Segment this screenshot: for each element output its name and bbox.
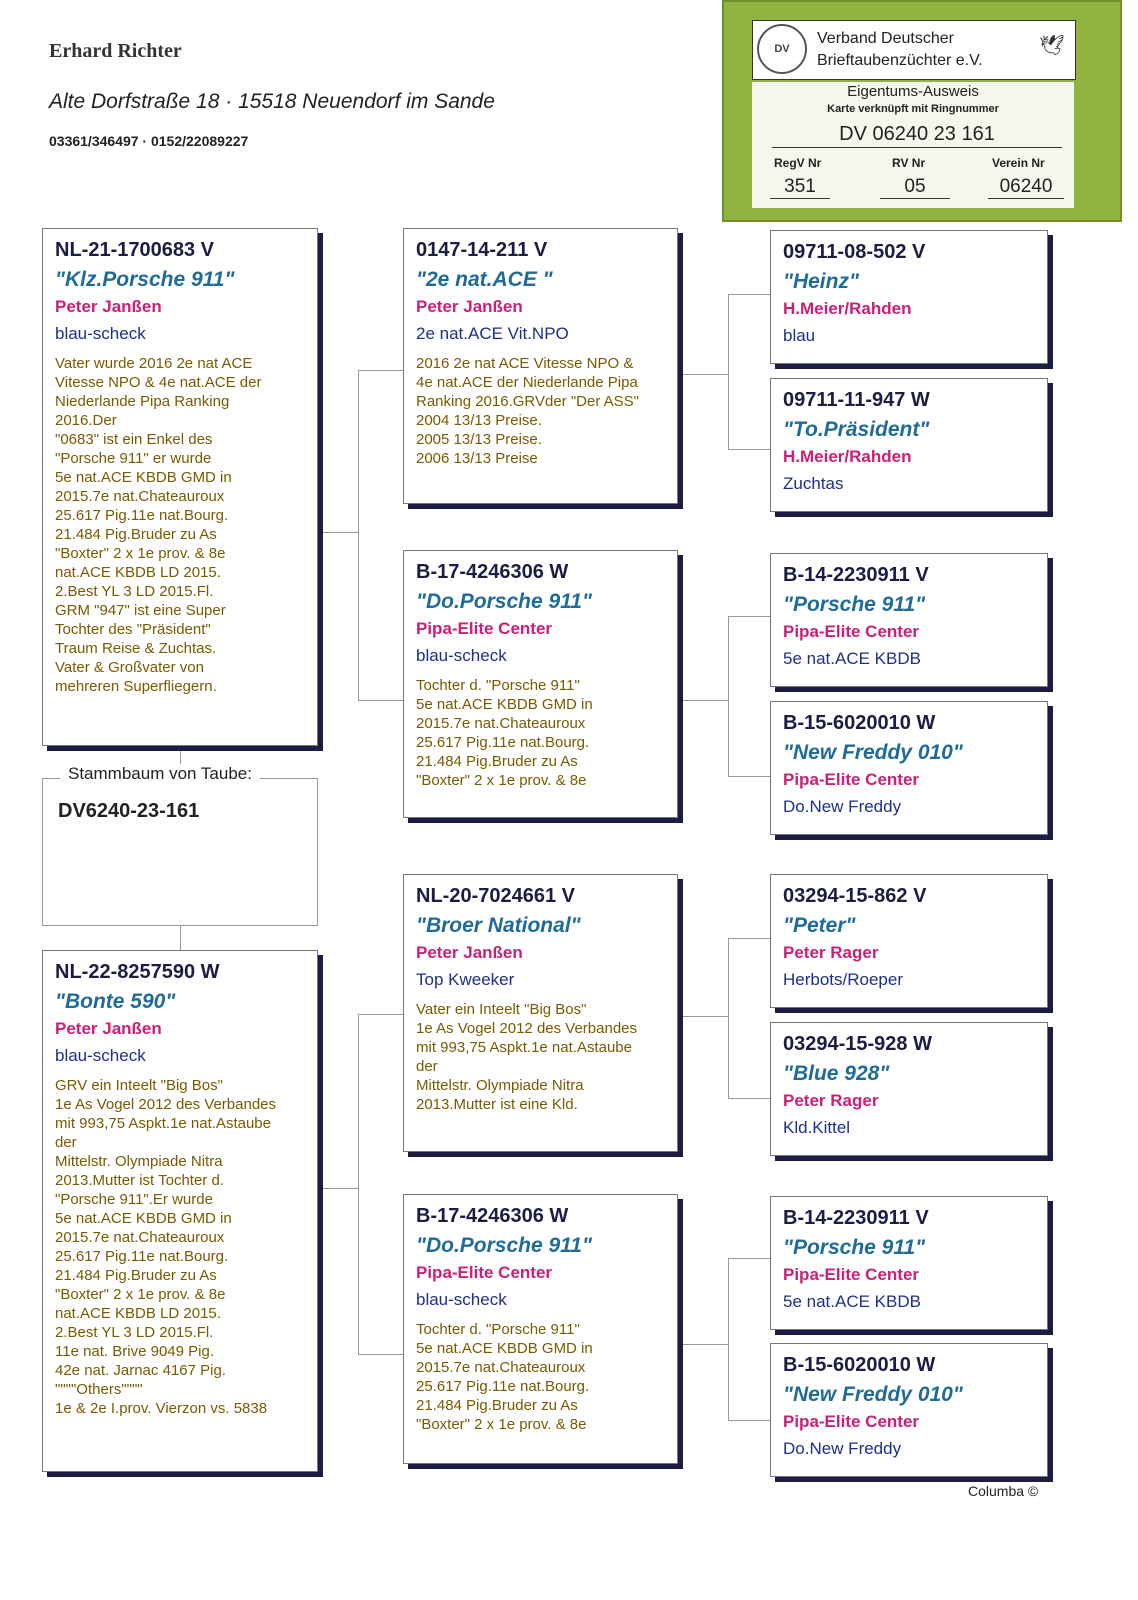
bird-breeder: H.Meier/Rahden [783, 299, 912, 318]
card-subtitle: Karte verknüpft mit Ringnummer [827, 103, 999, 115]
bird-name: "Porsche 911" [783, 1236, 926, 1259]
bird-card-fm [403, 550, 678, 818]
bird-ring: 09711-08-502 V [783, 241, 926, 263]
bird-notes: GRV ein Inteelt "Big Bos" 1e As Vogel 2012 des Verbandes mit 993,75 Aspkt.1e nat.Astaube der Mittelstr. Olympiade Nitra 2013.Mutter ist Tochter d. "Porsche 911".Er wurde 5e nat.ACE KBDB GMD in 2015.7e nat.Chateauroux 25.617 Pig.11e nat.Bourg. 21.484 Pig.Bruder zu As "Boxter" 2 x 1e prov. & 8e nat.ACE KBDB LD 2015. 2.Best YL 3 LD 2015.Fl. 11e nat. Brive 9049 Pig. 42e nat. Jarnac 4167 Pig. """"Others"""" 1e & 2e I.prov. Vierzon vs. 5838 [55, 1077, 277, 1417]
bird-color: Herbots/Roeper [783, 970, 904, 989]
card-value-rv: 05 [880, 176, 950, 199]
bird-name: "Do.Porsche 911" [416, 1234, 592, 1257]
card-body [752, 82, 1074, 208]
bird-name: "Porsche 911" [783, 593, 926, 616]
card-ring-number: DV 06240 23 161 [772, 123, 1062, 148]
card-org-line2: Brieftaubenzüchter e.V. [817, 52, 983, 69]
bird-name: "New Freddy 010" [783, 1383, 963, 1406]
card-label-regv: RegV Nr [774, 156, 822, 170]
bird-card-mm [403, 1194, 678, 1464]
footer-credit: Columba © [968, 1483, 1039, 1499]
bird-notes: Tochter d. "Porsche 911" 5e nat.ACE KBDB GMD in 2015.7e nat.Chateauroux 25.617 Pig.11e nat.Bourg. 21.484 Pig.Bruder zu As "Boxter" 2 x 1e prov. & 8e [416, 677, 593, 789]
bird-name: "New Freddy 010" [783, 741, 963, 764]
bird-ring: B-17-4246306 W [416, 1205, 569, 1227]
stammbaum-label: Stammbaum von Taube: [60, 764, 260, 784]
bird-color: blau-scheck [416, 646, 507, 665]
bird-name: "Peter" [783, 914, 856, 937]
bird-ring: 0147-14-211 V [416, 239, 548, 261]
bird-breeder: Pipa-Elite Center [783, 1265, 920, 1284]
bird-card-fmf [770, 553, 1048, 687]
bird-card-fff [770, 230, 1048, 364]
bird-ring: 09711-11-947 W [783, 389, 930, 411]
stammbaum-value: DV6240-23-161 [58, 800, 200, 822]
bird-name: "Klz.Porsche 911" [55, 268, 235, 291]
bird-breeder: Peter Janßen [416, 943, 523, 962]
bird-breeder: Pipa-Elite Center [783, 1412, 920, 1431]
bird-card-mf [403, 874, 678, 1152]
bird-name: "Bonte 590" [55, 990, 176, 1013]
bird-name: "Heinz" [783, 270, 859, 293]
bird-notes: Tochter d. "Porsche 911" 5e nat.ACE KBDB GMD in 2015.7e nat.Chateauroux 25.617 Pig.11e nat.Bourg. 21.484 Pig.Bruder zu As "Boxter" 2 x 1e prov. & 8e [416, 1321, 593, 1433]
owner-phone: 03361/346497 · 0152/22089227 [49, 133, 249, 149]
bird-name: "Blue 928" [783, 1062, 890, 1085]
bird-breeder: Peter Janßen [416, 297, 523, 316]
bird-card-mother [42, 950, 318, 1472]
bird-color: 5e nat.ACE KBDB [783, 649, 921, 668]
bird-card-mff [770, 874, 1048, 1008]
bird-card-mmm [770, 1343, 1048, 1477]
dv-seal-icon: DV [757, 24, 807, 74]
bird-name: "Broer National" [416, 914, 581, 937]
bird-notes: 2016 2e nat ACE Vitesse NPO & 4e nat.ACE der Niederlande Pipa Ranking 2016.GRVder "Der ASS" 2004 13/13 Preise. 2005 13/13 Preise. 2006 13/13 Preise [416, 355, 639, 467]
bird-breeder: Pipa-Elite Center [416, 1263, 553, 1282]
bird-notes: Vater ein Inteelt "Big Bos" 1e As Vogel 2012 des Verbandes mit 993,75 Aspkt.1e nat.Astaube der Mittelstr. Olympiade Nitra 2013.Mutter ist eine Kld. [416, 1001, 638, 1113]
bird-color: blau-scheck [416, 1290, 507, 1309]
bird-breeder: Peter Janßen [55, 297, 162, 316]
owner-name: Erhard Richter [49, 40, 182, 62]
bird-ring: NL-20-7024661 V [416, 885, 575, 907]
card-org-line1: Verband Deutscher [817, 30, 954, 47]
card-title: Eigentums-Ausweis [847, 83, 979, 100]
bird-card-ffm [770, 378, 1048, 512]
bird-color: Kld.Kittel [783, 1118, 851, 1137]
ownership-card [722, 0, 1122, 222]
bird-color: Top Kweeker [416, 970, 515, 989]
bird-color: Zuchtas [783, 474, 844, 493]
bird-color: 2e nat.ACE Vit.NPO [416, 324, 569, 343]
bird-color: 5e nat.ACE KBDB [783, 1292, 921, 1311]
card-label-rv: RV Nr [892, 156, 926, 170]
bird-notes: Vater wurde 2016 2e nat ACE Vitesse NPO & 4e nat.ACE der Niederlande Pipa Ranking 2016.Der "0683" ist ein Enkel des "Porsche 911" er wurde 5e nat.ACE KBDB GMD in 2015.7e nat.Chateauroux 25.617 Pig.11e nat.Bourg. 21.484 Pig.Bruder zu As "Boxter" 2 x 1e prov. & 8e nat.ACE KBDB LD 2015. 2.Best YL 3 LD 2015.Fl. GRM "947" ist eine Super Tochter des "Präsident" Traum Reise & Zuchtas. Vater & Großvater von mehreren Superfliegern. [55, 355, 262, 695]
card-value-regv: 351 [770, 176, 830, 199]
bird-name: "2e nat.ACE " [416, 268, 553, 291]
bird-name: "To.Präsident" [783, 418, 930, 441]
bird-ring: B-14-2230911 V [783, 564, 929, 586]
bird-card-fmm [770, 701, 1048, 835]
bird-card-mmf [770, 1196, 1048, 1330]
bird-color: blau [783, 326, 816, 345]
bird-ring: B-15-6020010 W [783, 1354, 936, 1376]
bird-card-ff [403, 228, 678, 504]
bird-ring: 03294-15-862 V [783, 885, 927, 907]
bird-ring: B-14-2230911 V [783, 1207, 929, 1229]
bird-breeder: Peter Rager [783, 1091, 879, 1110]
bird-breeder: Peter Rager [783, 943, 879, 962]
bird-breeder: Pipa-Elite Center [416, 619, 553, 638]
bird-color: Do.New Freddy [783, 1439, 902, 1458]
pigeon-icon: 🕊 [1039, 35, 1065, 57]
card-value-verein: 06240 [988, 176, 1064, 199]
owner-address: Alte Dorfstraße 18 · 15518 Neuendorf im Sande [49, 90, 495, 113]
bird-breeder: Peter Janßen [55, 1019, 162, 1038]
card-label-verein: Verein Nr [992, 156, 1045, 170]
bird-breeder: Pipa-Elite Center [783, 770, 920, 789]
bird-card-mfm [770, 1022, 1048, 1156]
bird-card-father [42, 228, 318, 746]
bird-color: blau-scheck [55, 1046, 146, 1065]
bird-color: Do.New Freddy [783, 797, 902, 816]
bird-ring: B-15-6020010 W [783, 712, 936, 734]
bird-ring: 03294-15-928 W [783, 1033, 932, 1055]
bird-color: blau-scheck [55, 324, 146, 343]
bird-ring: NL-22-8257590 W [55, 961, 220, 983]
bird-ring: NL-21-1700683 V [55, 239, 214, 261]
bird-breeder: H.Meier/Rahden [783, 447, 912, 466]
bird-breeder: Pipa-Elite Center [783, 622, 920, 641]
bird-name: "Do.Porsche 911" [416, 590, 592, 613]
bird-ring: B-17-4246306 W [416, 561, 569, 583]
card-header [752, 20, 1076, 80]
